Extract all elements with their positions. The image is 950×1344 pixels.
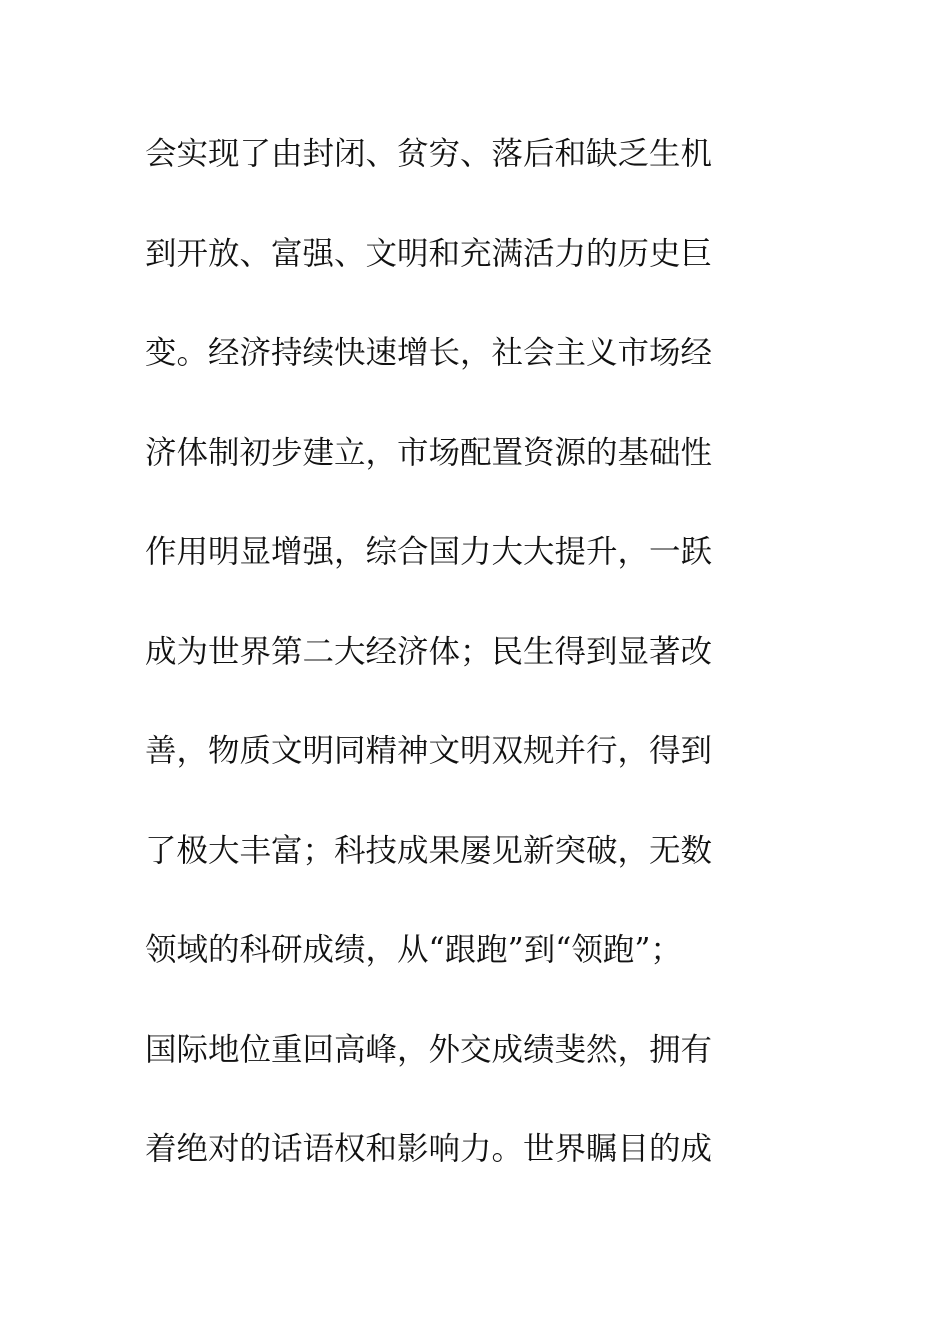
text-line: 领域的科研成绩，从“跟跑”到“领跑”； — [145, 932, 682, 968]
body-paragraph — [145, 124, 825, 1219]
text-line: 国际地位重回高峰，外交成绩斐然，拥有 — [145, 1031, 713, 1068]
text-line: 善，物质文明同精神文明双规并行，得到 — [145, 733, 713, 769]
text-line: 到开放、富强、文明和充满活力的历史巨 — [145, 235, 713, 272]
text-line: 成为世界第二大经济体；民生得到显著改 — [145, 633, 713, 670]
text-line: 济体制初步建立，市场配置资源的基础性 — [145, 434, 713, 471]
text-line: 会实现了由封闭、贫穷、落后和缺乏生机 — [145, 136, 713, 172]
text-line: 着绝对的话语权和影响力。世界瞩目的成 — [145, 1131, 713, 1167]
text-line: 作用明显增强，综合国力大大提升，一跃 — [145, 534, 713, 570]
text-line: 了极大丰富；科技成果屡见新突破，无数 — [145, 832, 713, 869]
text-line: 变。经济持续快速增长，社会主义市场经 — [145, 335, 713, 371]
